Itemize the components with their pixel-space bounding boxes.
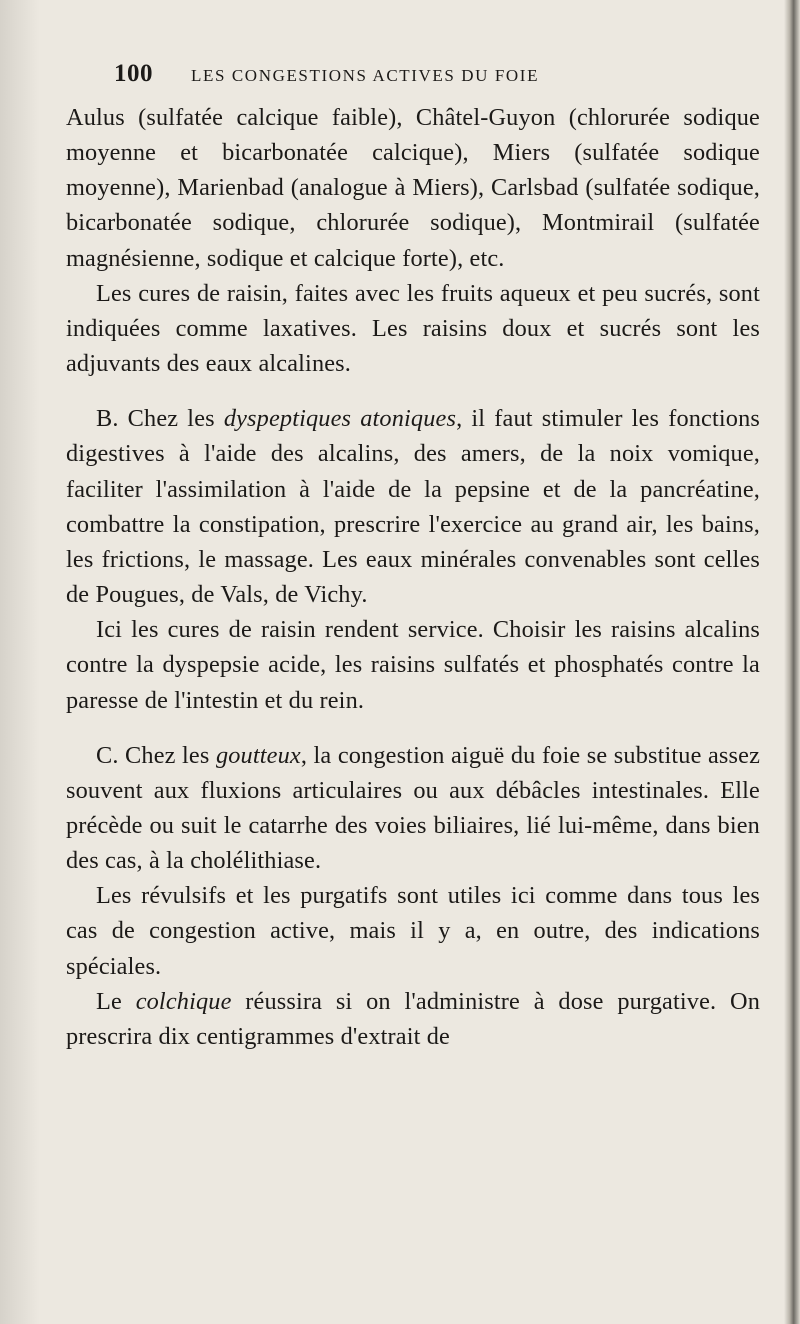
paragraph-dyspeptics-lead: B. Chez les	[96, 405, 224, 433]
running-head	[114, 60, 770, 100]
paragraph-gouty	[66, 738, 760, 879]
paragraph-dyspeptics-emphasis: dyspeptiques atoniques	[223, 405, 457, 433]
book-page	[58, 60, 770, 1054]
page-number: 100	[114, 60, 153, 87]
paragraph-gouty-lead: C. Chez les	[96, 741, 216, 769]
running-title: LES CONGESTIONS ACTIVES DU FOIE	[191, 66, 540, 85]
paragraph-grape-cures: Les cures de raisin, faites avec les fruits aqueux et peu sucrés, sont indiquées comme laxatives. Les raisins doux et sucrés sont les adjuvants des eaux alcalines.	[66, 279, 760, 378]
page-edge	[784, 0, 800, 1324]
paragraph-water-list: Aulus (sulfatée calcique faible), Châtel-Guyon (chlorurée sodique moyenne et bicarbonatée calcique), Miers (sulfatée sodique moyenne), Marienbad (analogue à Miers), Carlsbad (sulfatée sodique, bicarbonatée sodique, chlorurée sodique), Montmirail (sulfatée magnésienne, sodique et calcique forte), etc.	[66, 104, 760, 272]
paragraph-colchicum-emphasis: colchique	[135, 987, 232, 1015]
paragraph-dyspeptics-body: , il faut stimuler les fonctions digestives à l'aide des alcalins, des amers, de la noix vomique, faciliter l'assimilation à l'aide de la pepsine et de la pancréatine, combattre la constipation, prescrire l'exercice au grand air, les bains, les frictions, le massage. Les eaux minérales convenables sont celles de Pougues, de Vals, de Vichy.	[66, 405, 760, 609]
page-gutter-shadow	[0, 0, 40, 1324]
body-text	[66, 100, 760, 1054]
paragraph-dyspeptics	[66, 401, 760, 612]
paragraph-grape-service: Ici les cures de raisin rendent service. Choisir les raisins alcalins contre la dyspepsie acide, les raisins sulfatés et phosphatés contre la paresse de l'intestin et du rein.	[66, 616, 760, 714]
paragraph-colchicum	[66, 984, 760, 1054]
paragraph-revulsives: Les révulsifs et les purgatifs sont utiles ici comme dans tous les cas de congestion active, mais il y a, en outre, des indications spéciales.	[66, 882, 760, 980]
paragraph-gouty-body: , la congestion aiguë du foie se substitue assez souvent aux fluxions articulaires ou aux débâcles intestinales. Elle précède ou suit le catarrhe des voies biliaires, lié lui-même, dans bien des cas, à la cholélithiase.	[66, 741, 761, 875]
paragraph-colchicum-lead: Le	[96, 987, 136, 1015]
paragraph-colchicum-body: réussira si on l'administre à dose purgative. On prescrira dix centigrammes d'extrait de	[66, 987, 760, 1050]
paragraph-gouty-emphasis: goutteux	[215, 741, 301, 769]
